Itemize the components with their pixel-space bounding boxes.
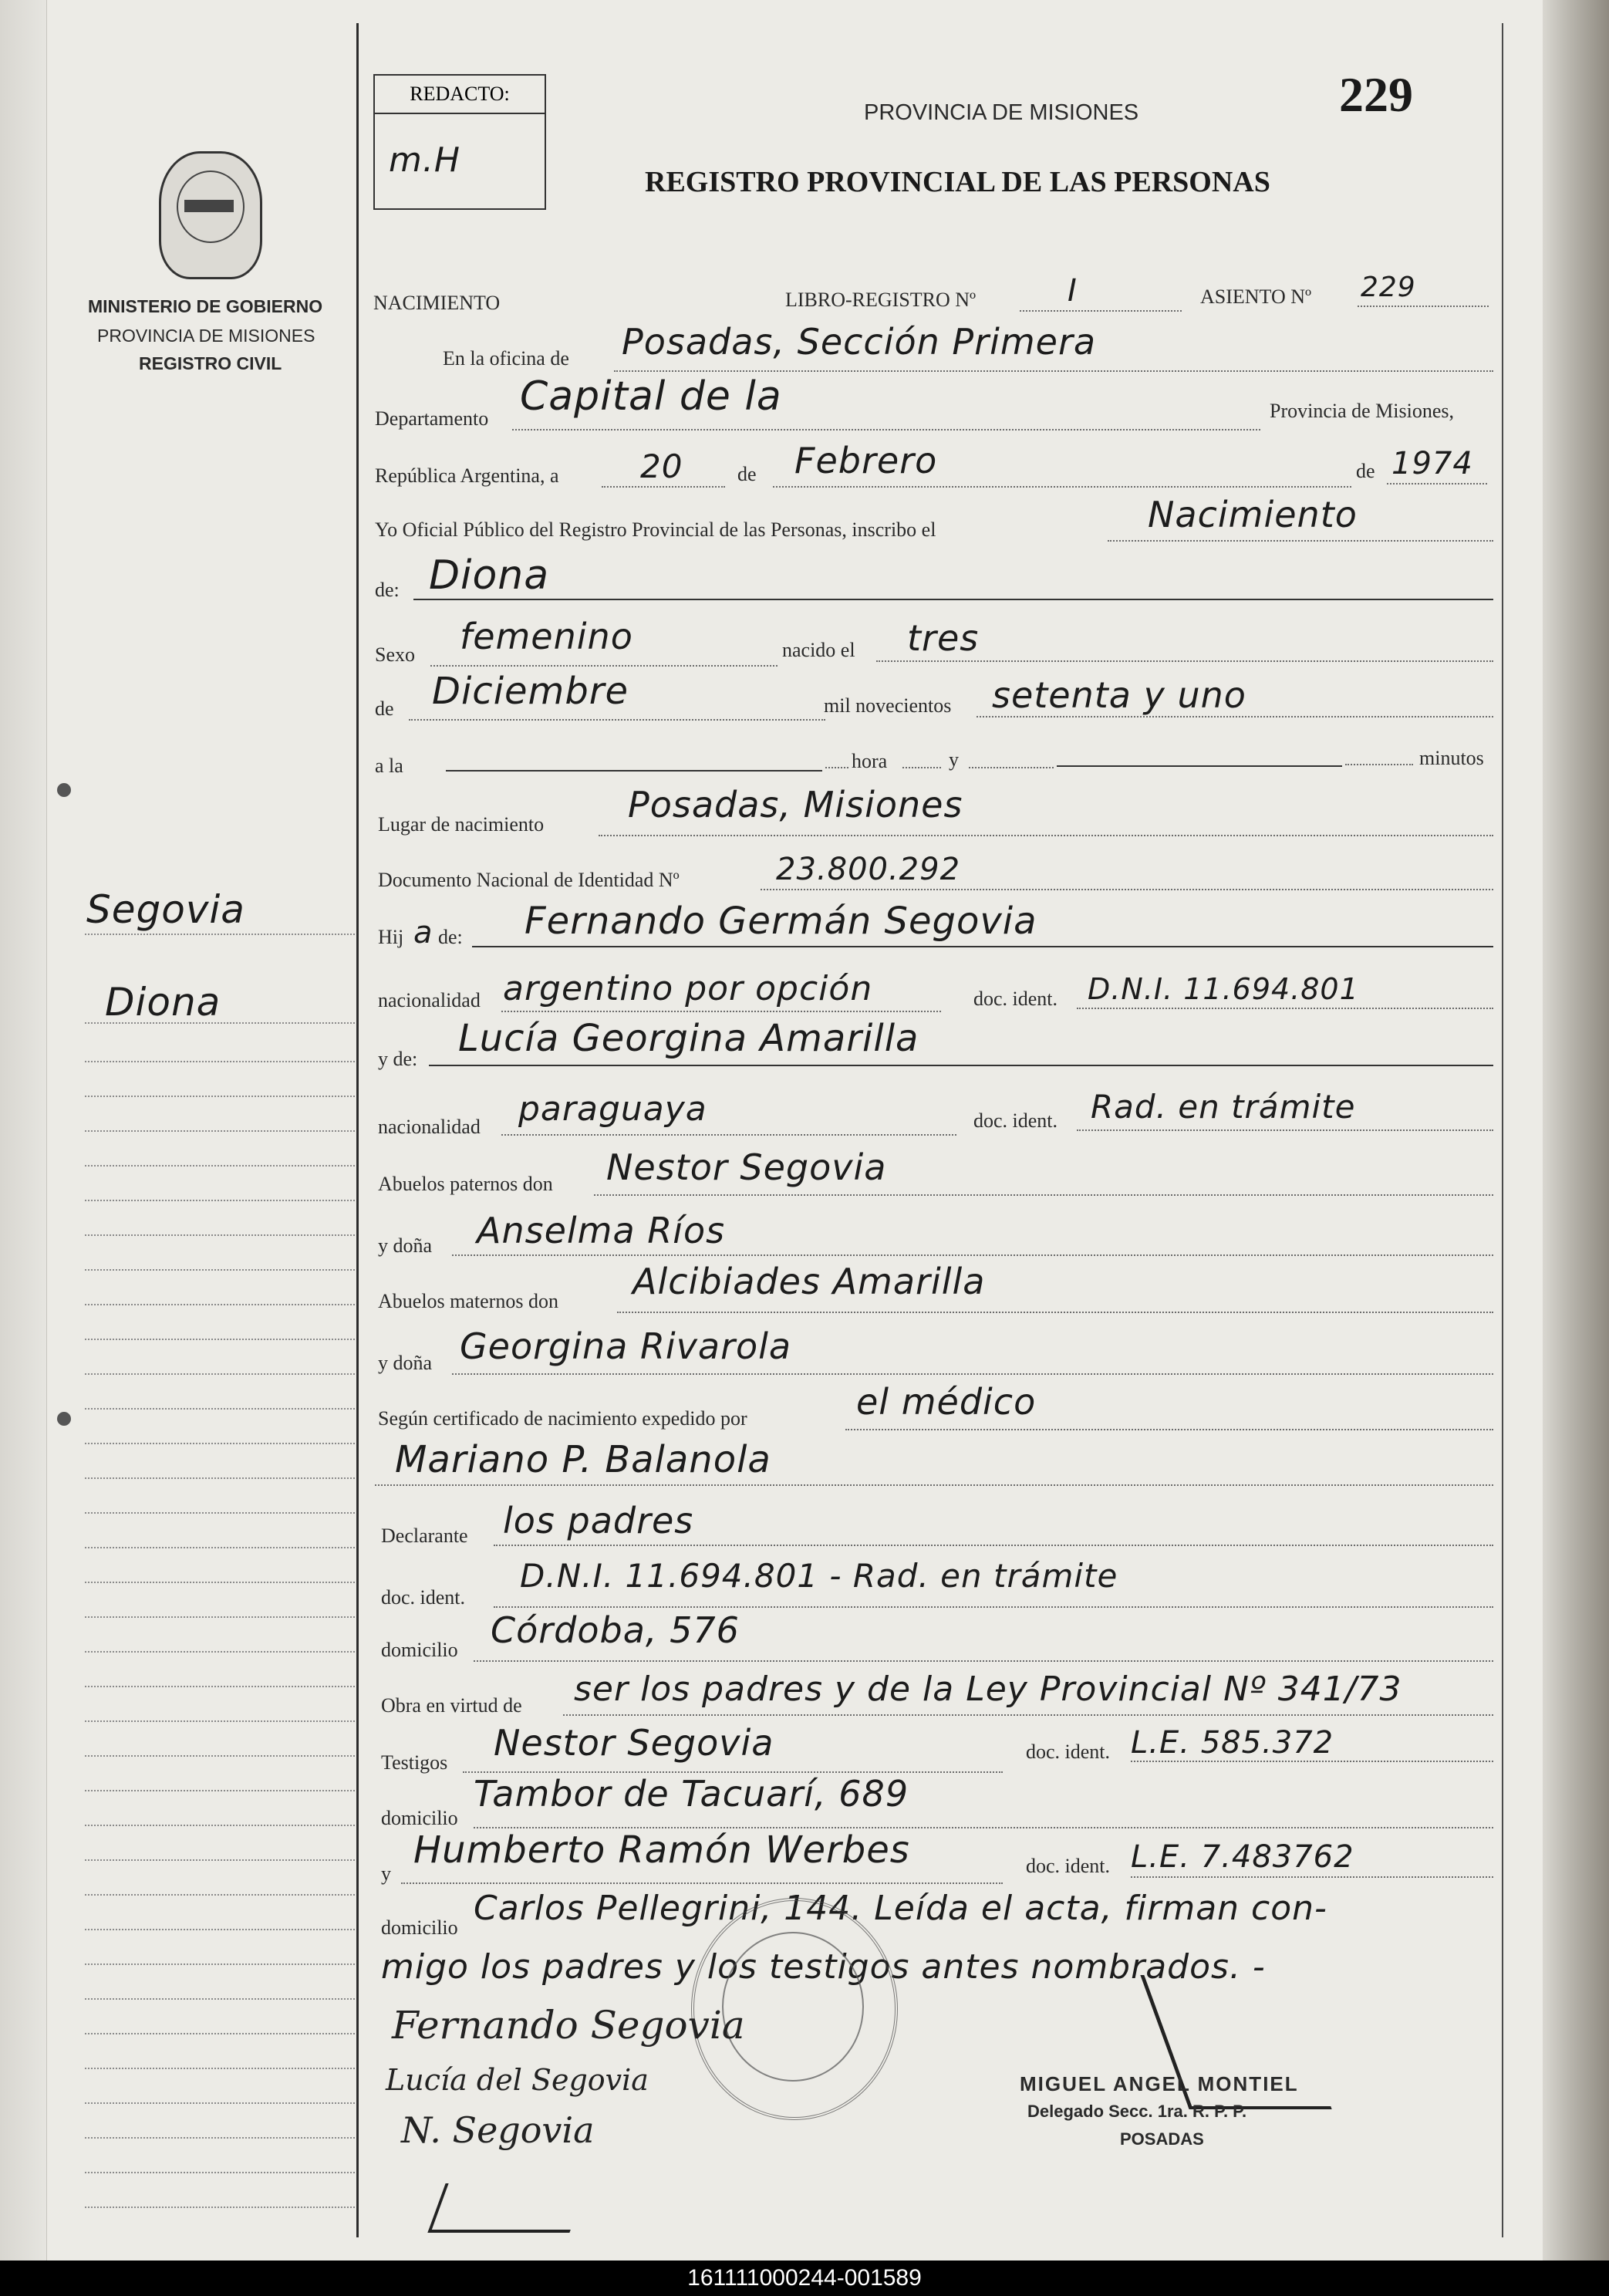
born-month: Diciembre <box>432 670 629 713</box>
child-of-de-label: de: <box>438 926 463 948</box>
witness2-name: Humberto Ramón Werbes <box>413 1828 910 1872</box>
doc3-label: doc. ident. <box>381 1586 466 1609</box>
record-day: 20 <box>640 447 683 485</box>
address2-label: domicilio <box>381 1807 458 1829</box>
hour-label: hora <box>852 750 888 772</box>
record-month: Febrero <box>794 440 938 481</box>
and-label: y <box>949 748 959 771</box>
doc5-label: doc. ident. <box>1026 1855 1111 1877</box>
pat-grandfather: Nestor Segovia <box>606 1146 887 1188</box>
official-role: Delegado Secc. 1ra. R. P. P. <box>1027 2102 1247 2121</box>
minutes-label: minutos <box>1419 747 1484 769</box>
born-month-de-label: de <box>375 697 394 720</box>
mother-name: Lucía Georgina Amarilla <box>458 1017 919 1060</box>
redacto-box <box>373 74 546 210</box>
book-label: LIBRO-REGISTRO Nº <box>785 289 977 311</box>
witness2-doc: L.E. 7.483762 <box>1131 1839 1354 1875</box>
y-label: y <box>381 1862 391 1885</box>
year-de-label: de <box>1356 460 1375 482</box>
registry-label: REGISTRO CIVIL <box>139 353 282 373</box>
page-edge <box>1543 0 1609 2261</box>
entry-label: ASIENTO Nº <box>1200 285 1312 308</box>
page-title: REGISTRO PROVINCIAL DE LAS PERSONAS <box>645 166 1270 198</box>
address3-label: domicilio <box>381 1916 458 1939</box>
closing-line: migo los padres y los testigos antes nombrados. - <box>381 1947 1266 1987</box>
image-code: 161111000244-001589 <box>687 2265 922 2291</box>
official-name: MIGUEL ANGEL MONTIEL <box>1020 2072 1299 2095</box>
declarant-value: los padres <box>503 1500 694 1541</box>
declarant-doc: D.N.I. 11.694.801 - Rad. en trámite <box>520 1557 1118 1595</box>
born-day: tres <box>907 617 980 659</box>
entry-value: 229 <box>1361 272 1416 303</box>
mat-grand-label: Abuelos maternos don <box>378 1290 558 1312</box>
born-year: setenta y uno <box>992 674 1246 716</box>
department-value: Capital de la <box>520 373 782 420</box>
republic-label: República Argentina, a <box>375 464 559 487</box>
mat-grandfather: Alcibiades Amarilla <box>632 1261 986 1302</box>
child-of-label: Hij <box>378 926 404 948</box>
address1-label: domicilio <box>381 1639 458 1661</box>
certificate-by: el médico <box>856 1381 1037 1423</box>
child-suffix: a <box>413 915 433 950</box>
dni-value: 23.800.292 <box>776 852 961 887</box>
province-label: PROVINCIA DE MISIONES <box>97 326 315 346</box>
department-label: Departamento <box>375 407 489 430</box>
ministry-label: MINISTERIO DE GOBIERNO <box>88 296 323 316</box>
office-label: En la oficina de <box>443 347 569 370</box>
at-label: a la <box>375 755 403 777</box>
mat-grandmother: Georgina Rivarola <box>460 1325 792 1367</box>
sex-label: Sexo <box>375 643 415 666</box>
sex-value: femenino <box>460 616 633 657</box>
birthplace-value: Posadas, Misiones <box>628 784 963 826</box>
doc1-label: doc. ident. <box>973 988 1058 1010</box>
witness1-address: Tambor de Tacuarí, 689 <box>474 1773 909 1815</box>
born-on-label: nacido el <box>782 639 855 661</box>
signature-scribble <box>427 2183 587 2233</box>
binding-strip <box>0 0 47 2261</box>
birthplace-label: Lugar de nacimiento <box>378 813 545 836</box>
witness2-address: Carlos Pellegrini, 144. Leída el acta, firman con- <box>474 1889 1327 1928</box>
acts-under-value: ser los padres y de la Ley Provincial Nº 341/73 <box>574 1670 1402 1709</box>
book-value: I <box>1068 273 1078 309</box>
certificate-label: Según certificado de nacimiento expedido por <box>378 1407 747 1430</box>
act-value: Nacimiento <box>1148 494 1358 535</box>
doctor-name: Mariano P. Balanola <box>395 1438 771 1481</box>
father-nationality: argentino por opción <box>503 969 873 1008</box>
act-type-label: NACIMIENTO <box>373 292 501 314</box>
acts-under-label: Obra en virtud de <box>381 1694 522 1717</box>
signature-witness: N. Segovia <box>401 2109 595 2151</box>
official-city: POSADAS <box>1120 2129 1204 2149</box>
nationality2-label: nacionalidad <box>378 1116 481 1138</box>
pat-grandmother: Anselma Ríos <box>477 1210 726 1251</box>
witnesses-label: Testigos <box>381 1751 448 1774</box>
of-label: de: <box>375 579 400 601</box>
doc4-label: doc. ident. <box>1026 1741 1111 1763</box>
binding-hole <box>57 783 71 797</box>
declarant-address: Córdoba, 576 <box>491 1609 740 1651</box>
declarant-label: Declarante <box>381 1524 468 1547</box>
margin-given-name: Diona <box>105 980 221 1025</box>
signature-mother: Lucía del Segovia <box>386 2063 649 2097</box>
pat-grand-label: Abuelos paternos don <box>378 1173 553 1195</box>
record-year: 1974 <box>1391 446 1473 481</box>
footer-bar <box>0 2261 1609 2296</box>
redacto-initials: m.H <box>389 140 460 180</box>
province-field-label: Provincia de Misiones, <box>1270 400 1455 422</box>
witness1-doc: L.E. 585.372 <box>1131 1725 1334 1761</box>
margin-surname: Segovia <box>86 887 245 932</box>
nationality1-label: nacionalidad <box>378 989 481 1011</box>
doc2-label: doc. ident. <box>973 1109 1058 1132</box>
mother-nationality: paraguaya <box>518 1089 707 1129</box>
office-value: Posadas, Sección Primera <box>622 321 1097 363</box>
father-name: Fernando Germán Segovia <box>525 900 1037 943</box>
mother-doc: Rad. en trámite <box>1091 1088 1356 1126</box>
father-doc: D.N.I. 11.694.801 <box>1088 972 1359 1006</box>
pat-dona-label: y doña <box>378 1234 433 1257</box>
dni-label: Documento Nacional de Identidad Nº <box>378 869 680 891</box>
signature-father: Fernando Segovia <box>392 2003 745 2048</box>
emblem-seal <box>159 151 262 279</box>
and-of-label: y de: <box>378 1048 418 1070</box>
binding-hole <box>57 1412 71 1426</box>
witness1-name: Nestor Segovia <box>494 1722 774 1764</box>
province-heading: PROVINCIA DE MISIONES <box>864 100 1139 125</box>
thousand-label: mil novecientos <box>824 694 952 717</box>
page-number: 229 <box>1339 67 1413 122</box>
child-name: Diona <box>429 552 550 599</box>
month-de-label: de <box>737 463 757 485</box>
redacto-label: REDACTO: <box>375 76 545 114</box>
official-label: Yo Oficial Público del Registro Provincial de las Personas, inscribo el <box>375 518 936 541</box>
mat-dona-label: y doña <box>378 1352 433 1374</box>
